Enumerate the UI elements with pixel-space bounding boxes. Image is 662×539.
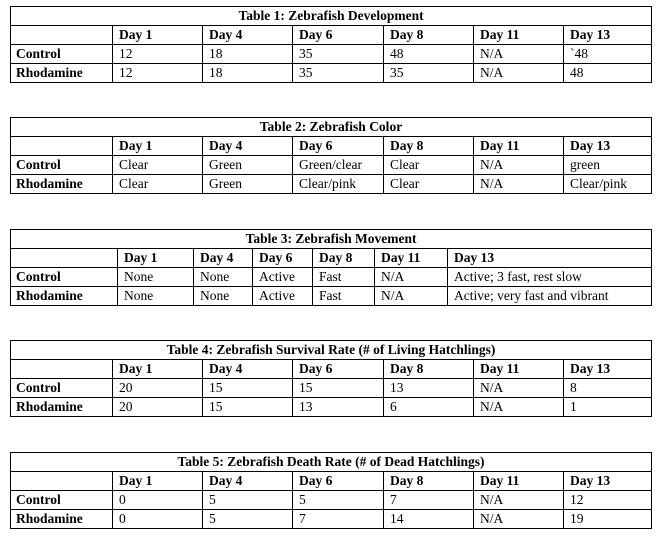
table-cell: 18	[203, 64, 293, 83]
table-cell: 35	[293, 45, 384, 64]
column-header: Day 4	[203, 472, 293, 491]
table-cell: 18	[203, 45, 293, 64]
table-cell: 12	[113, 45, 203, 64]
table-cell: Clear	[384, 156, 474, 175]
table-row	[11, 287, 652, 306]
table-cell: None	[194, 268, 253, 287]
table-row	[11, 379, 652, 398]
column-header: Day 6	[293, 472, 384, 491]
row-label: Control	[11, 491, 113, 510]
table-cell: 8	[564, 379, 652, 398]
table-cell: Active; 3 fast, rest slow	[448, 268, 652, 287]
table-title: Table 5: Zebrafish Death Rate (# of Dead Hatchlings)	[11, 453, 652, 472]
row-label: Rhodamine	[11, 287, 118, 306]
death-rate-table	[10, 452, 652, 529]
table-cell: green	[564, 156, 652, 175]
column-header: Day 4	[203, 360, 293, 379]
table-cell: Clear	[384, 175, 474, 194]
table-cell: N/A	[474, 510, 564, 529]
table-cell: 1	[564, 398, 652, 417]
table-cell: 7	[293, 510, 384, 529]
table-cell: Active	[253, 287, 313, 306]
table-cell: `48	[564, 45, 652, 64]
table-cell: Active; very fast and vibrant	[448, 287, 652, 306]
table-cell: 19	[564, 510, 652, 529]
table-row	[11, 510, 652, 529]
table-row	[11, 64, 652, 83]
survival-rate-table	[10, 340, 652, 417]
row-label: Rhodamine	[11, 510, 113, 529]
corner-cell	[11, 137, 113, 156]
column-header: Day 13	[564, 26, 652, 45]
table-cell: None	[194, 287, 253, 306]
table-cell: N/A	[474, 156, 564, 175]
table-cell: 5	[203, 510, 293, 529]
table-cell: N/A	[474, 491, 564, 510]
column-header: Day 4	[194, 249, 253, 268]
table-cell: 5	[203, 491, 293, 510]
column-header: Day 6	[293, 26, 384, 45]
table-cell: 7	[384, 491, 474, 510]
column-header: Day 6	[293, 360, 384, 379]
column-header: Day 11	[474, 26, 564, 45]
row-label: Rhodamine	[11, 64, 113, 83]
table-cell: N/A	[375, 268, 448, 287]
row-label: Control	[11, 379, 113, 398]
table-cell: None	[118, 268, 194, 287]
row-label: Rhodamine	[11, 398, 113, 417]
row-label: Control	[11, 45, 113, 64]
column-header: Day 6	[253, 249, 313, 268]
table-cell: 5	[293, 491, 384, 510]
column-header: Day 8	[313, 249, 375, 268]
column-header: Day 8	[384, 137, 474, 156]
column-header: Day 6	[293, 137, 384, 156]
column-header: Day 13	[564, 137, 652, 156]
table-cell: 13	[293, 398, 384, 417]
development-table	[10, 6, 652, 83]
column-header: Day 11	[474, 137, 564, 156]
table-title: Table 3: Zebrafish Movement	[11, 230, 652, 249]
table-cell: None	[118, 287, 194, 306]
table-cell: 15	[203, 398, 293, 417]
table-cell: N/A	[474, 64, 564, 83]
corner-cell	[11, 360, 113, 379]
table-cell: N/A	[474, 379, 564, 398]
table-cell: 15	[203, 379, 293, 398]
column-header: Day 8	[384, 26, 474, 45]
table-cell: 14	[384, 510, 474, 529]
column-header: Day 1	[113, 360, 203, 379]
corner-cell	[11, 472, 113, 491]
table-cell: 0	[113, 491, 203, 510]
table-cell: 13	[384, 379, 474, 398]
table-cell: 15	[293, 379, 384, 398]
table-cell: Green	[203, 156, 293, 175]
row-label: Control	[11, 268, 118, 287]
table-cell: Clear	[113, 175, 203, 194]
table-cell: 35	[293, 64, 384, 83]
table-row	[11, 491, 652, 510]
table-cell: Clear/pink	[293, 175, 384, 194]
table-cell: Active	[253, 268, 313, 287]
table-cell: 12	[113, 64, 203, 83]
table-cell: N/A	[474, 45, 564, 64]
table-cell: 20	[113, 379, 203, 398]
column-header: Day 11	[375, 249, 448, 268]
table-title: Table 4: Zebrafish Survival Rate (# of Living Hatchlings)	[11, 341, 652, 360]
table-cell: Fast	[313, 268, 375, 287]
column-header: Day 1	[113, 137, 203, 156]
corner-cell	[11, 26, 113, 45]
column-header: Day 1	[113, 472, 203, 491]
row-label: Rhodamine	[11, 175, 113, 194]
column-header: Day 8	[384, 472, 474, 491]
table-cell: 12	[564, 491, 652, 510]
table-cell: 6	[384, 398, 474, 417]
table-cell: Clear	[113, 156, 203, 175]
table-row	[11, 175, 652, 194]
column-header: Day 4	[203, 26, 293, 45]
table-cell: 35	[384, 64, 474, 83]
table-cell: Clear/pink	[564, 175, 652, 194]
column-header: Day 11	[474, 472, 564, 491]
table-cell: Green	[203, 175, 293, 194]
table-row	[11, 268, 652, 287]
table-title: Table 1: Zebrafish Development	[11, 7, 652, 26]
table-cell: 0	[113, 510, 203, 529]
table-cell: N/A	[375, 287, 448, 306]
table-row	[11, 45, 652, 64]
column-header: Day 8	[384, 360, 474, 379]
table-row	[11, 398, 652, 417]
column-header: Day 13	[564, 472, 652, 491]
column-header: Day 1	[118, 249, 194, 268]
color-table	[10, 117, 652, 194]
column-header: Day 13	[448, 249, 652, 268]
column-header: Day 1	[113, 26, 203, 45]
column-header: Day 13	[564, 360, 652, 379]
column-header: Day 11	[474, 360, 564, 379]
table-cell: N/A	[474, 398, 564, 417]
movement-table	[10, 229, 652, 306]
table-cell: Fast	[313, 287, 375, 306]
table-row	[11, 156, 652, 175]
table-cell: 48	[564, 64, 652, 83]
table-cell: 48	[384, 45, 474, 64]
corner-cell	[11, 249, 118, 268]
table-title: Table 2: Zebrafish Color	[11, 118, 652, 137]
table-cell: Green/clear	[293, 156, 384, 175]
table-cell: 20	[113, 398, 203, 417]
row-label: Control	[11, 156, 113, 175]
table-cell: N/A	[474, 175, 564, 194]
column-header: Day 4	[203, 137, 293, 156]
